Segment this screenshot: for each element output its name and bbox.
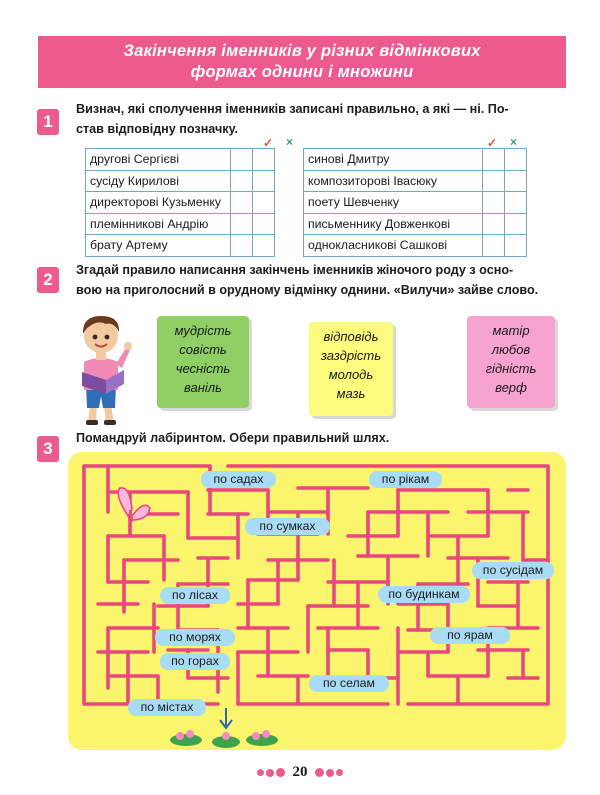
flowers-icon — [170, 730, 278, 748]
table-row — [304, 213, 527, 235]
dot-icon — [266, 769, 274, 777]
table-row — [86, 149, 275, 171]
phrase-cell: брату Артему — [86, 235, 231, 257]
phrase-cell: другові Сергієві — [86, 149, 231, 171]
word-item[interactable]: молодь — [328, 367, 374, 382]
task-1-line-1: Визнач, які сполучення іменників записані правильно, а які — ні. По- — [76, 102, 509, 116]
maze-label[interactable]: по горах — [160, 653, 230, 670]
answer-cross-cell[interactable] — [505, 170, 527, 192]
answer-tick-cell[interactable] — [483, 235, 505, 257]
maze-walls — [84, 466, 548, 704]
answer-tick-cell[interactable] — [231, 213, 253, 235]
task-2-line-2: вою на приголосний в орудному відмінку однини. «Вилучи» зайве слово. — [76, 283, 539, 297]
arrow-down-icon — [220, 708, 232, 728]
boy-reading-illustration — [66, 310, 142, 426]
answer-cross-cell[interactable] — [253, 213, 275, 235]
answer-tick-cell[interactable] — [483, 192, 505, 214]
table-row — [304, 235, 527, 257]
page-number: 20 — [292, 764, 308, 781]
answer-cross-cell[interactable] — [253, 235, 275, 257]
dot-icon — [326, 769, 334, 777]
answer-cross-cell[interactable] — [505, 235, 527, 257]
word-item[interactable]: відповідь — [323, 329, 379, 344]
word-item[interactable]: заздрість — [320, 348, 382, 363]
answer-tick-cell[interactable] — [231, 235, 253, 257]
word-card-yellow — [309, 322, 393, 416]
answer-tick-cell[interactable] — [483, 213, 505, 235]
cross-icon: × — [286, 135, 294, 149]
answer-cross-cell[interactable] — [253, 149, 275, 171]
page-footer — [0, 764, 600, 782]
phrase-cell: композиторові Івасюку — [304, 170, 483, 192]
word-item[interactable]: верф — [495, 380, 527, 395]
answer-tick-cell[interactable] — [483, 149, 505, 171]
phrase-cell: поету Шевченку — [304, 192, 483, 214]
phrase-cell: сусіду Кирилові — [86, 170, 231, 192]
table-row — [86, 235, 275, 257]
phrase-cell: однокласникові Сашкові — [304, 235, 483, 257]
word-item[interactable]: мазь — [336, 386, 366, 401]
answer-tick-cell[interactable] — [483, 170, 505, 192]
tick-icon: ✓ — [263, 136, 274, 150]
task-2-line-1: Згадай правило написання закінчень іменників жіночого роду з осно- — [76, 263, 514, 277]
task-2-text — [76, 260, 571, 300]
title-line-1: Закінчення іменників у різних відмінкових — [123, 42, 481, 60]
word-item[interactable]: матір — [492, 323, 530, 338]
word-item[interactable]: гідність — [485, 361, 537, 376]
phrase-cell: письменнику Довженкові — [304, 213, 483, 235]
word-item[interactable]: мудрість — [174, 323, 232, 338]
answer-cross-cell[interactable] — [253, 170, 275, 192]
title-line-2: формах однини і множини — [190, 63, 414, 81]
answer-cross-cell[interactable] — [505, 213, 527, 235]
word-item[interactable]: совість — [179, 342, 227, 357]
maze-label[interactable]: по селам — [309, 675, 389, 692]
task-3-number: 3 — [37, 436, 59, 462]
table-row — [304, 149, 527, 171]
maze-label[interactable]: по садах — [201, 471, 276, 488]
task-1-number: 1 — [37, 109, 59, 135]
task-1-text — [76, 99, 571, 139]
maze-label[interactable]: по ярам — [430, 627, 510, 644]
cross-icon: × — [510, 135, 518, 149]
answer-tick-cell[interactable] — [231, 149, 253, 171]
maze-label[interactable]: по сусідам — [472, 562, 554, 579]
phrase-cell: племінникові Андрію — [86, 213, 231, 235]
table-row — [86, 170, 275, 192]
word-item[interactable]: чесність — [175, 361, 231, 376]
table-row — [86, 192, 275, 214]
title-banner — [38, 36, 566, 88]
task-1-table-left — [85, 148, 275, 257]
maze-label[interactable]: по морях — [155, 629, 235, 646]
phrase-cell: синові Дмитру — [304, 149, 483, 171]
maze-label[interactable]: по сумках — [245, 518, 330, 535]
answer-cross-cell[interactable] — [505, 149, 527, 171]
table-row — [304, 192, 527, 214]
answer-cross-cell[interactable] — [505, 192, 527, 214]
dot-icon — [276, 768, 285, 777]
maze-label[interactable]: по лісах — [160, 587, 230, 604]
dot-icon — [257, 769, 264, 776]
maze-label[interactable]: по містах — [128, 699, 206, 716]
word-card-pink — [467, 316, 555, 408]
phrase-cell: директорові Кузьменку — [86, 192, 231, 214]
maze-label[interactable]: по рікам — [369, 471, 442, 488]
tick-icon: ✓ — [487, 136, 498, 150]
answer-tick-cell[interactable] — [231, 170, 253, 192]
word-item[interactable]: ваніль — [184, 380, 222, 395]
dot-icon — [336, 769, 343, 776]
table-row — [86, 213, 275, 235]
task-3-text: Помандруй лабіринтом. Обери правильний шлях. — [76, 431, 390, 445]
maze-label[interactable]: по будинкам — [378, 586, 470, 603]
dot-icon — [315, 768, 324, 777]
answer-cross-cell[interactable] — [253, 192, 275, 214]
answer-tick-cell[interactable] — [231, 192, 253, 214]
task-1-line-2: став відповідну позначку. — [76, 122, 238, 136]
table-row — [304, 170, 527, 192]
task-2-number: 2 — [37, 267, 59, 293]
word-card-green — [157, 316, 249, 408]
word-item[interactable]: любов — [491, 342, 531, 357]
task-1-table-right — [303, 148, 527, 257]
